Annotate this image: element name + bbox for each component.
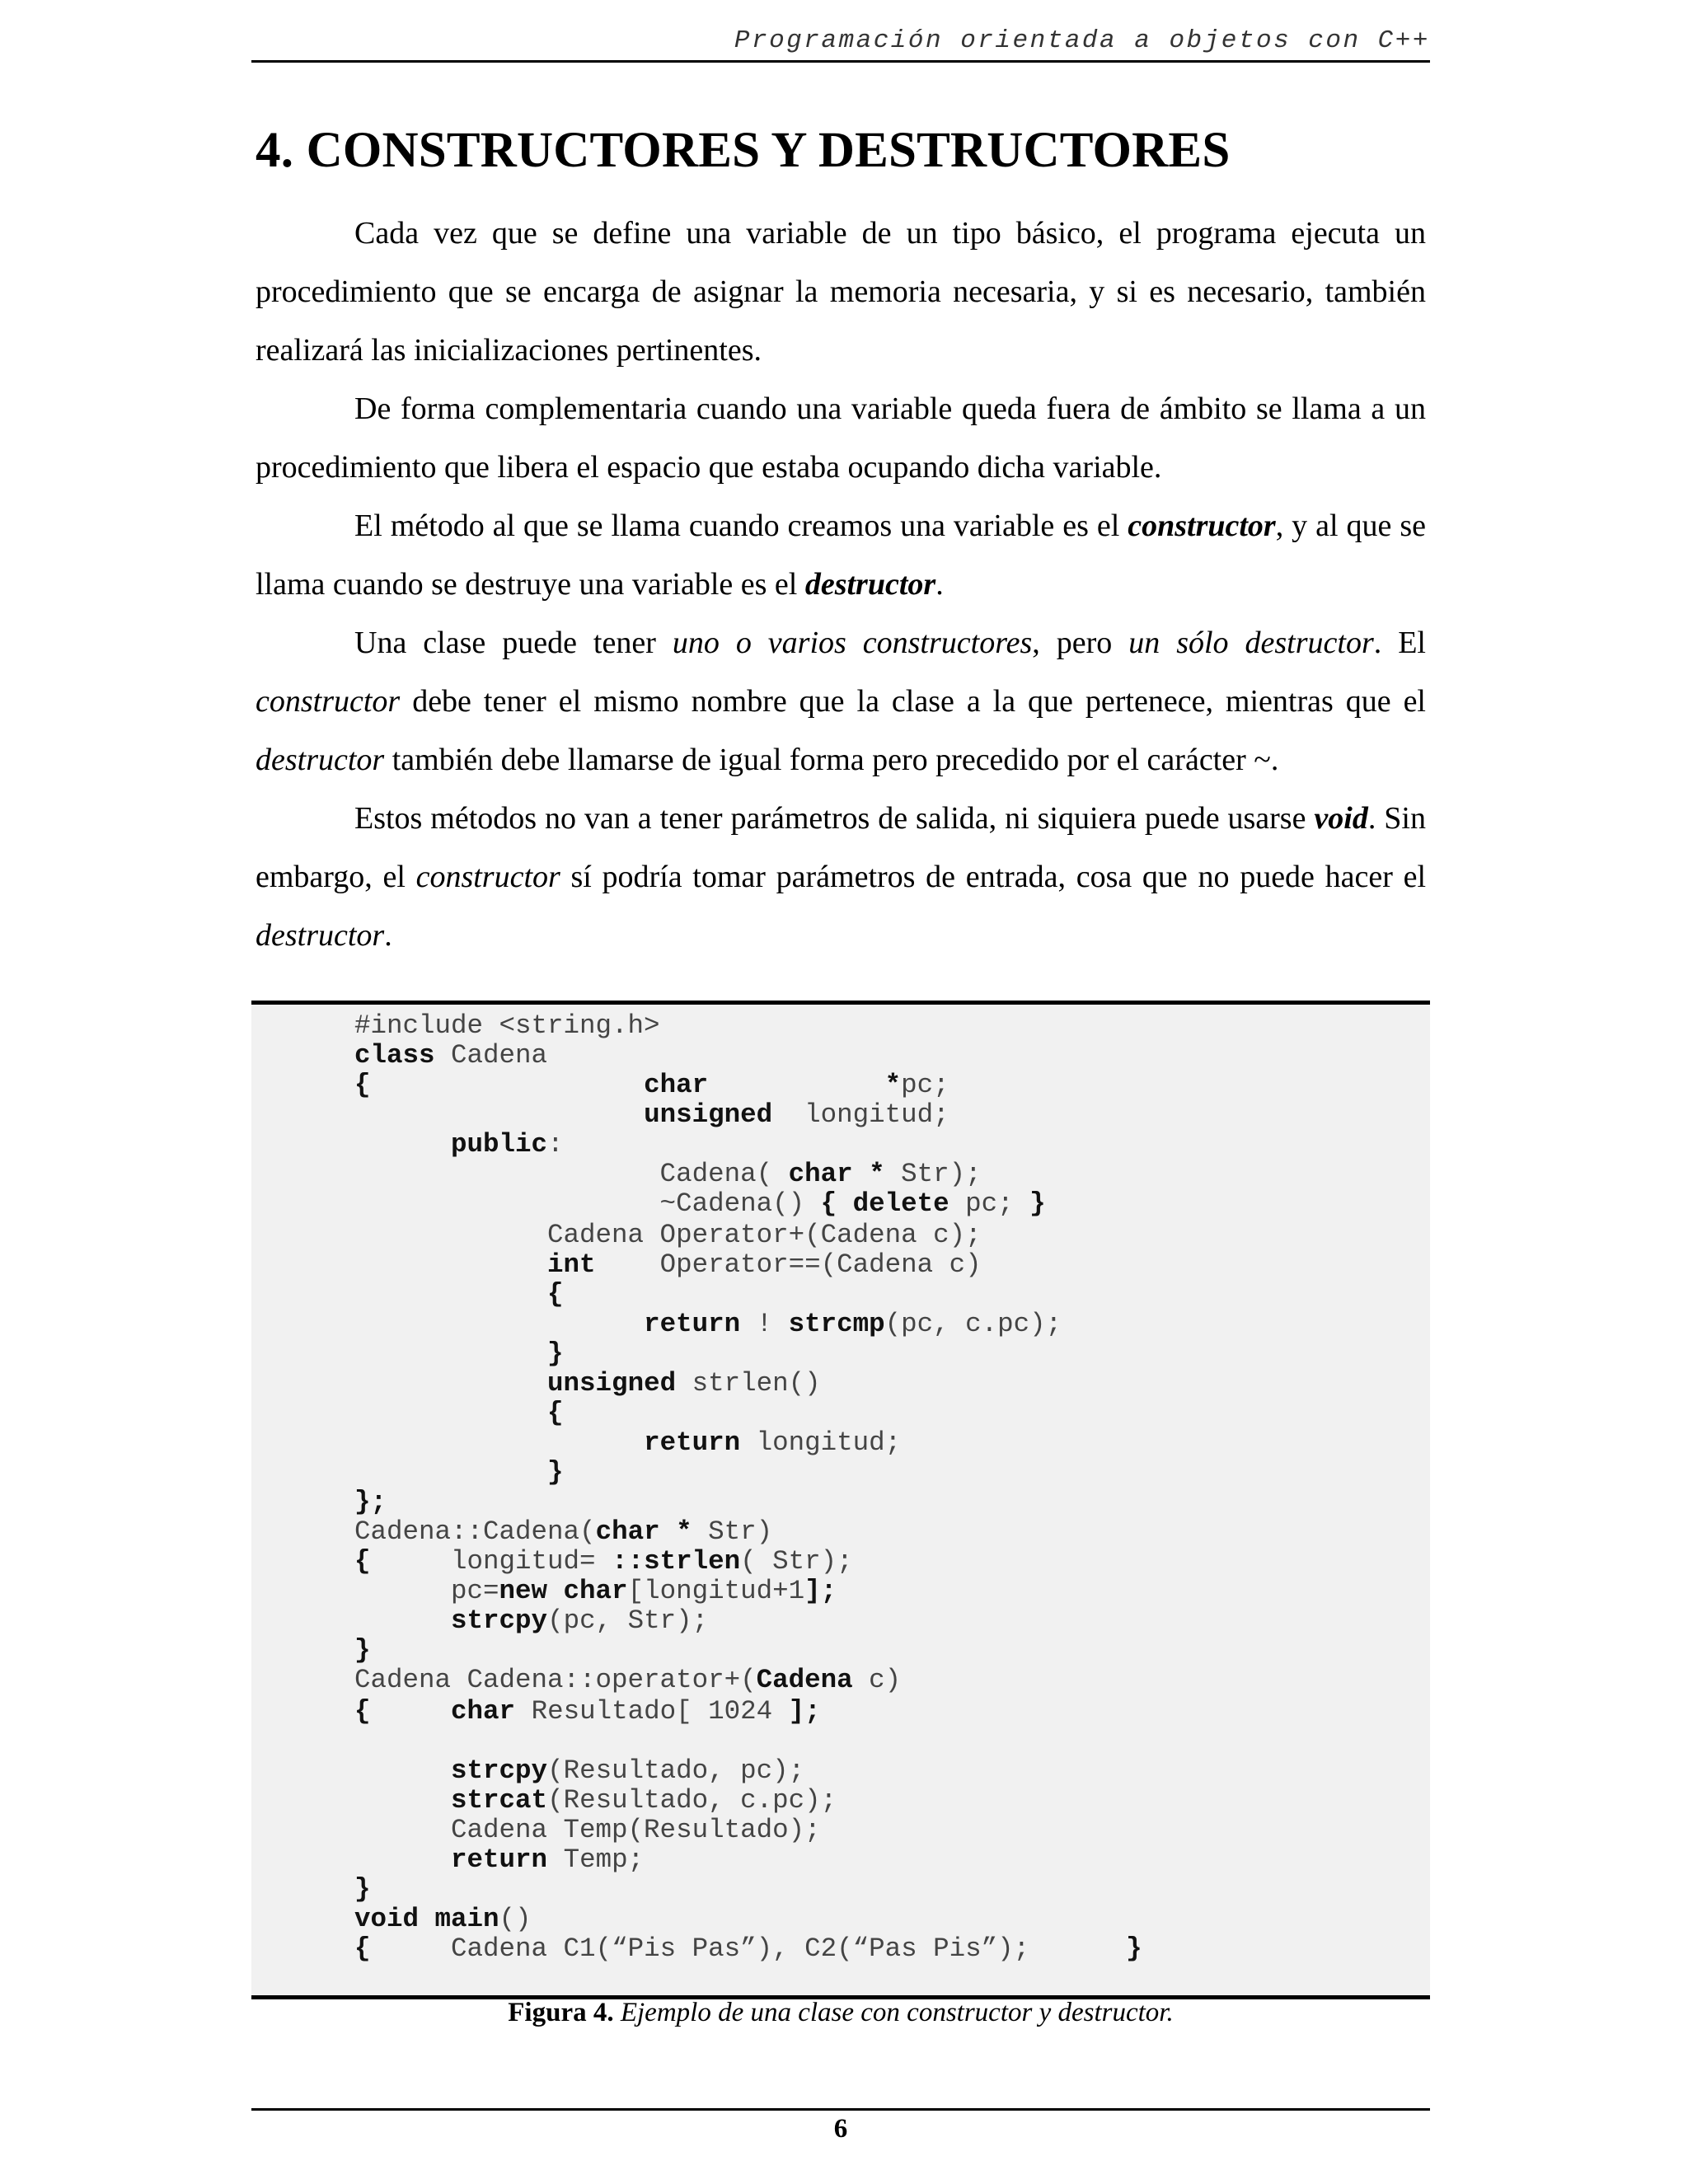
page-number: 6 <box>833 2114 848 2144</box>
code-text: pc= <box>354 1576 499 1606</box>
code-line <box>354 1517 772 1547</box>
emphasis-text: destructor <box>804 567 936 602</box>
emphasis-text: destructor <box>256 918 385 953</box>
code-keyword: { <box>354 1933 371 1964</box>
paragraph-text: El método al que se llama cuando creamos una variable es el <box>354 509 1128 543</box>
emphasis-text: destructor <box>256 743 385 777</box>
code-text: Cadena Cadena::operator+( <box>354 1665 757 1695</box>
code-text <box>354 1785 451 1816</box>
code-text: longitud; <box>772 1099 950 1130</box>
code-text: ~Cadena() <box>354 1188 821 1219</box>
code-keyword: unsigned <box>644 1099 773 1130</box>
code-keyword: void main <box>354 1904 499 1934</box>
code-text <box>354 1457 547 1488</box>
code-line <box>354 1547 853 1577</box>
code-text <box>354 1309 644 1339</box>
code-text: #include <string.h> <box>354 1010 660 1041</box>
code-line <box>354 1100 950 1130</box>
paragraph-text: Estos métodos no van a tener parámetros de salida, ni siquiera puede usarse <box>354 801 1315 836</box>
code-keyword: unsigned <box>547 1368 677 1399</box>
paragraph-text: , pero <box>1032 626 1129 660</box>
code-keyword: char <box>644 1070 709 1100</box>
code-line <box>354 1934 1142 1964</box>
emphasis-text: void <box>1314 801 1368 836</box>
code-text <box>354 1605 451 1636</box>
code-keyword: }; <box>354 1487 387 1517</box>
paragraph-text: . Sin embargo, el <box>256 801 1426 894</box>
code-line <box>354 1845 644 1875</box>
code-text: Temp; <box>547 1844 645 1875</box>
code-keyword: strcpy <box>451 1755 548 1786</box>
code-keyword: new char <box>499 1576 628 1606</box>
code-keyword: char * <box>788 1159 902 1189</box>
paragraph <box>256 380 1426 497</box>
code-text: Resultado[ 1024 <box>515 1696 789 1727</box>
code-text: () <box>499 1904 532 1934</box>
paragraph <box>256 204 1426 380</box>
code-line <box>354 1488 387 1517</box>
code-text: ( Str); <box>740 1546 853 1577</box>
code-keyword: { <box>354 1070 371 1100</box>
code-text: longitud= <box>370 1546 612 1577</box>
code-text: Operator==(Cadena c) <box>595 1249 982 1280</box>
code-keyword: return <box>644 1309 741 1339</box>
running-header: Programación orientada a objetos con C++ <box>734 26 1430 55</box>
code-line <box>354 1011 660 1041</box>
emphasis-text <box>1128 509 1275 543</box>
paragraph <box>256 790 1426 965</box>
figure-caption <box>251 1998 1430 2028</box>
code-line <box>354 1786 837 1816</box>
code-text: Str); <box>901 1159 982 1189</box>
paragraph-text: . El <box>1373 626 1426 660</box>
code-text <box>354 1755 451 1786</box>
paragraph-text: Cada vez que se define una variable de un tipo básico, el programa ejecuta un procedimiento que se encarga de asignar la memoria necesaria, y si es necesario, también realizará las inicializaciones pertinentes. <box>256 216 1426 368</box>
code-keyword: public <box>451 1129 548 1160</box>
code-line <box>354 1577 837 1606</box>
code-text <box>354 1398 547 1428</box>
footer-divider <box>251 2108 1430 2111</box>
code-line <box>354 1189 1046 1219</box>
code-line <box>354 1636 371 1666</box>
emphasis-text: uno o varios constructores <box>672 626 1033 660</box>
code-line <box>354 1041 547 1071</box>
code-line <box>354 1606 708 1636</box>
paragraph <box>256 497 1426 614</box>
code-keyword: int <box>547 1249 596 1280</box>
body-text <box>256 204 1426 965</box>
code-text: : <box>547 1129 564 1160</box>
code-line <box>354 1310 1062 1339</box>
code-text <box>354 1279 547 1310</box>
paragraph-text: también debe llamarse de igual forma pero precedido por el carácter ~. <box>384 743 1279 777</box>
code-keyword: } <box>547 1457 564 1488</box>
code-text: (Resultado, c.pc); <box>547 1785 837 1816</box>
code-line <box>354 1071 950 1100</box>
emphasis-text: un sólo destructor <box>1128 626 1374 660</box>
code-keyword: ::strlen <box>612 1546 741 1577</box>
code-keyword: class <box>354 1040 435 1071</box>
code-keyword: { <box>547 1279 564 1310</box>
code-text <box>354 1844 451 1875</box>
code-keyword: { <box>354 1696 371 1727</box>
emphasis-text <box>1314 801 1367 836</box>
code-text <box>354 1099 644 1130</box>
code-text: Cadena C1(“Pis Pas”), C2(“Pas Pis”); <box>370 1933 1127 1964</box>
caption-label: Figura 4. <box>508 1998 614 2027</box>
code-line <box>354 1905 532 1934</box>
code-text: Cadena <box>434 1040 548 1071</box>
code-keyword: } <box>354 1874 371 1905</box>
code-keyword: return <box>451 1844 548 1875</box>
code-text: ! <box>740 1309 789 1339</box>
caption-text: Ejemplo de una clase con constructor y destructor. <box>613 1998 1174 2027</box>
code-text <box>354 1427 644 1458</box>
paragraph-text: De forma complementaria cuando una variable queda fuera de ámbito se llama a un procedimiento que libera el espacio que estaba ocupando dicha variable. <box>256 391 1426 485</box>
code-keyword: strcmp <box>788 1309 885 1339</box>
code-line <box>354 1875 371 1905</box>
code-text: pc; <box>949 1188 1030 1219</box>
header-divider <box>251 60 1430 63</box>
code-keyword: } <box>547 1338 564 1369</box>
code-text: pc; <box>901 1070 950 1100</box>
code-text: (pc, Str); <box>547 1605 709 1636</box>
code-line <box>354 1369 821 1399</box>
code-keyword: strcpy <box>451 1605 548 1636</box>
code-keyword: strcat <box>451 1785 548 1816</box>
code-text <box>354 1338 547 1369</box>
code-keyword: } <box>1029 1188 1046 1219</box>
paragraph-text: . <box>384 918 392 953</box>
code-keyword: } <box>1126 1933 1142 1964</box>
paragraph-text: Una clase puede tener <box>354 626 673 660</box>
code-line <box>354 1399 564 1428</box>
code-keyword: return <box>644 1427 741 1458</box>
code-text: [longitud+1 <box>627 1576 805 1606</box>
code-line <box>354 1458 564 1488</box>
code-keyword: { delete <box>820 1188 950 1219</box>
code-keyword: Cadena <box>756 1665 853 1695</box>
code-line <box>354 1280 564 1310</box>
code-line <box>354 1428 901 1458</box>
paragraph-text: sí podría tomar parámetros de entrada, cosa que no puede hacer el <box>560 860 1426 894</box>
paragraph-text: . <box>935 567 944 602</box>
code-text <box>371 1070 645 1100</box>
code-line <box>354 1666 901 1695</box>
code-line <box>354 1130 564 1160</box>
code-keyword: { <box>547 1398 564 1428</box>
paragraph <box>256 614 1426 790</box>
code-keyword: ]; <box>804 1576 837 1606</box>
emphasis-text: constructor <box>415 860 560 894</box>
code-text <box>708 1070 885 1100</box>
code-keyword: char <box>451 1696 516 1727</box>
code-line <box>354 1816 821 1845</box>
code-text: Cadena( <box>354 1159 789 1189</box>
code-line <box>354 1250 982 1280</box>
code-text <box>371 1696 452 1727</box>
paragraph-text: debe tener el mismo nombre que la clase a la que pertenece, mientras que el <box>400 684 1426 719</box>
code-text: (Resultado, pc); <box>547 1755 805 1786</box>
code-text <box>354 1129 451 1160</box>
paragraph-text: , y al que se llama cuando se destruye una variable es el <box>256 509 1426 602</box>
code-keyword: } <box>354 1635 371 1666</box>
emphasis-text: constructor <box>1128 509 1276 543</box>
code-listing <box>251 1001 1430 1999</box>
code-line <box>354 1221 982 1250</box>
code-text: Cadena Operator+(Cadena c); <box>354 1220 982 1250</box>
code-line <box>354 1160 982 1189</box>
code-keyword: ]; <box>788 1696 821 1727</box>
code-text: longitud; <box>740 1427 902 1458</box>
code-text: c) <box>852 1665 902 1695</box>
code-line <box>354 1756 804 1786</box>
code-keyword: * <box>884 1070 902 1100</box>
code-text: Cadena::Cadena( <box>354 1516 596 1547</box>
code-text: (pc, c.pc); <box>884 1309 1062 1339</box>
code-keyword: char * <box>595 1516 692 1547</box>
code-keyword: { <box>354 1546 371 1577</box>
emphasis-text <box>805 567 935 602</box>
code-text: Str) <box>692 1516 773 1547</box>
code-line <box>354 1339 564 1369</box>
emphasis-text: constructor <box>256 684 401 719</box>
code-text <box>354 1368 547 1399</box>
chapter-title: 4. CONSTRUCTORES Y DESTRUCTORES <box>256 123 1231 178</box>
code-text: strlen() <box>676 1368 821 1399</box>
code-text: Cadena Temp(Resultado); <box>354 1815 821 1845</box>
code-line <box>354 1697 821 1727</box>
